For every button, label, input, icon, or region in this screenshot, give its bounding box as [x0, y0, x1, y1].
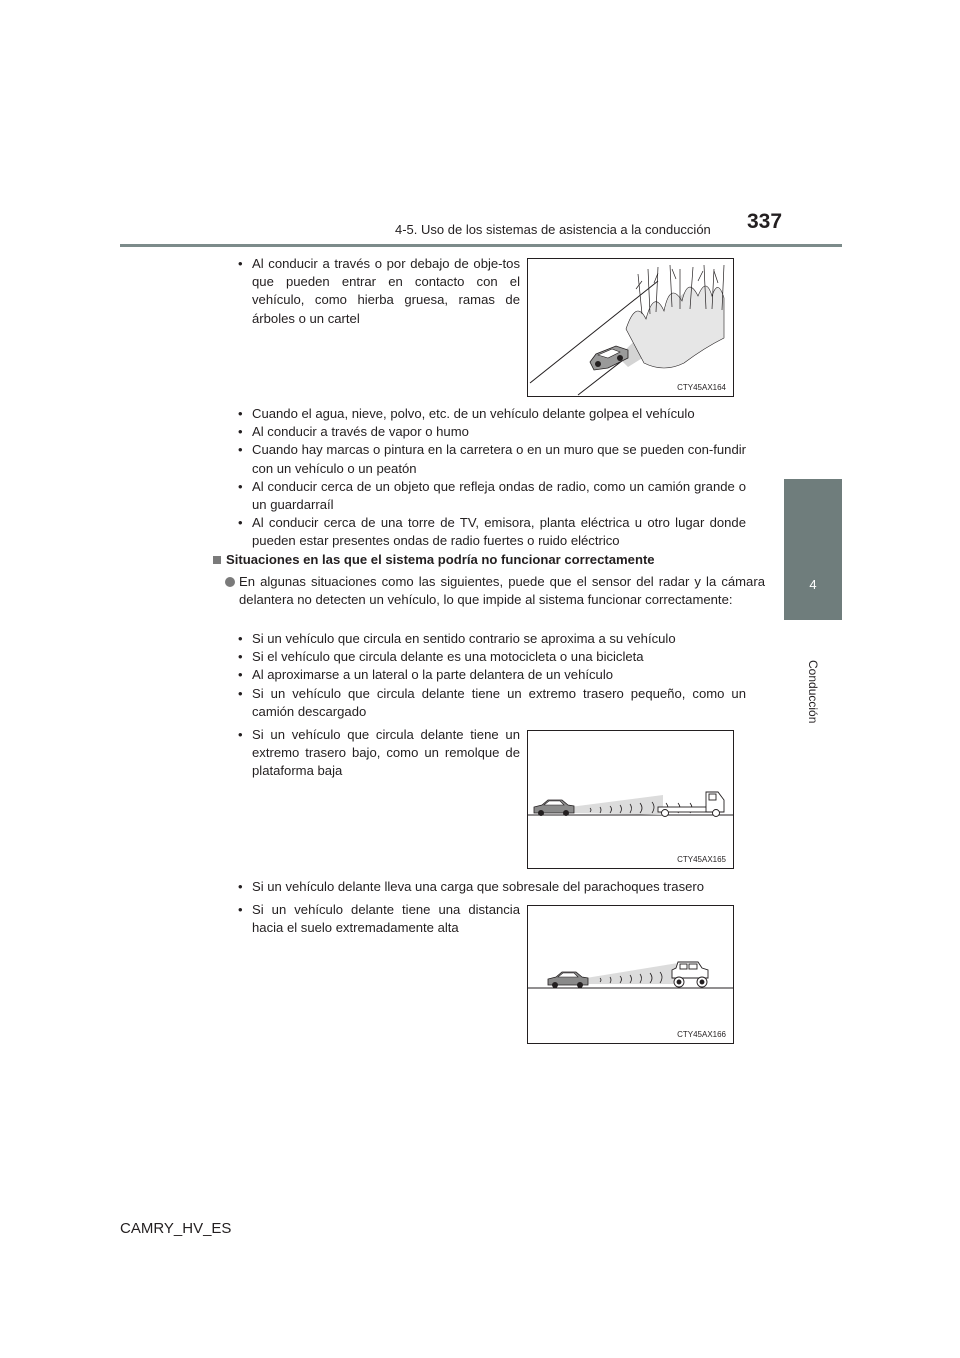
bullet-item: • Al conducir cerca de un objeto que refleja ondas de radio, como un camión grande o un guardarraíl [238, 478, 746, 514]
bullet-item: • Si el vehículo que circula delante es una motocicleta o una bicicleta [238, 648, 746, 666]
circle-item-text: En algunas situaciones como las siguientes, puede que el sensor del radar y la cámara delantera no detecten un vehículo, lo que impide al sistema funcionar correctamente: [239, 574, 765, 608]
circle-item [225, 573, 765, 609]
square-bullet-icon [213, 556, 221, 564]
document-footer: CAMRY_HV_ES [120, 1220, 232, 1237]
section-heading [213, 551, 753, 569]
bullet-item: • Al conducir a través o por debajo de obje-tos que pueden entrar en contacto con el vehículo, como hierba gruesa, ramas de árboles o un cartel [238, 255, 520, 328]
bullet-list [238, 630, 746, 721]
car-icon [534, 800, 574, 816]
high-clearance-illustration [528, 906, 733, 1043]
figure-code: CTY45AX164 [677, 383, 726, 392]
section-heading-text: Situaciones en las que el sistema podría no funcionar correctamente [226, 552, 655, 567]
header-divider [120, 244, 842, 247]
circle-bullet-icon [225, 577, 235, 587]
bullet-item: • Si un vehículo que circula delante tiene un extremo trasero pequeño, como un camión descargado [238, 685, 746, 721]
car-icon [548, 972, 588, 988]
page-number: 337 [747, 210, 783, 233]
bullet-item: • Si un vehículo que circula en sentido contrario se aproxima a su vehículo [238, 630, 746, 648]
figure-low-trailer [527, 730, 734, 869]
chapter-tab [784, 479, 842, 620]
bullet-item: • Al aproximarse a un lateral o la parte delantera de un vehículo [238, 666, 746, 684]
bullet-item: • Cuando hay marcas o pintura en la carretera o en un muro que se pueden con-fundir con un vehículo o un peatón [238, 441, 746, 477]
figure-vegetation [527, 258, 734, 397]
bullet-item: • Si un vehículo delante lleva una carga que sobresale del parachoques trasero [238, 878, 760, 896]
bullet-item: • Al conducir cerca de una torre de TV, emisora, planta eléctrica u otro lugar donde pueden estar presentes ondas de radio fuertes o ruido eléctrico [238, 514, 746, 550]
suv-icon [672, 962, 708, 987]
bullet-item: • Si un vehículo delante tiene una distancia hacia el suelo extremadamente alta [238, 901, 520, 937]
figure-code: CTY45AX165 [677, 855, 726, 864]
bullet-item: • Si un vehículo que circula delante tiene un extremo trasero bajo, como un remolque de plataforma baja [238, 726, 520, 781]
bullet-item: • Al conducir a través de vapor o humo [238, 423, 746, 441]
chapter-label: Conducción [806, 660, 820, 724]
vegetation-illustration [528, 259, 733, 396]
figure-high-clearance [527, 905, 734, 1044]
chapter-tab-label [784, 620, 842, 770]
car-icon [590, 346, 628, 370]
figure-code: CTY45AX166 [677, 1030, 726, 1039]
header-section-title: 4-5. Uso de los sistemas de asistencia a la conducción [395, 222, 711, 237]
chapter-number: 4 [809, 577, 817, 592]
low-trailer-illustration [528, 731, 733, 868]
bullet-item: • Cuando el agua, nieve, polvo, etc. de un vehículo delante golpea el vehículo [238, 405, 746, 423]
bullet-list [238, 405, 746, 551]
